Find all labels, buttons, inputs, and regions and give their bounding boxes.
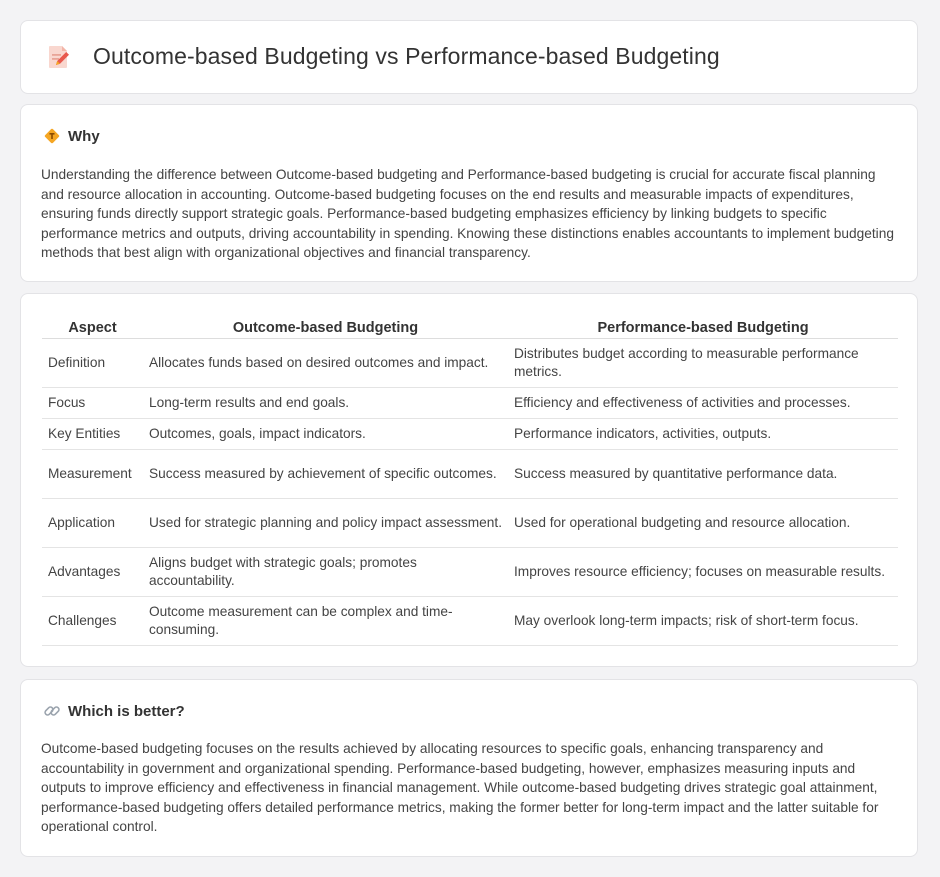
- header-performance: Performance-based Budgeting: [508, 315, 898, 339]
- title-row: [47, 43, 720, 70]
- row-performance: Success measured by quantitative performance data.: [508, 450, 898, 499]
- table-row: [42, 419, 898, 450]
- link-icon: [43, 702, 61, 720]
- table-row: [42, 548, 898, 597]
- table-row: [42, 388, 898, 419]
- row-performance: May overlook long-term impacts; risk of short-term focus.: [508, 597, 898, 646]
- diamond-sign-icon: [43, 127, 61, 145]
- row-outcome: Long-term results and end goals.: [143, 388, 508, 419]
- row-outcome: Allocates funds based on desired outcomes and impact.: [143, 339, 508, 388]
- row-outcome: Outcomes, goals, impact indicators.: [143, 419, 508, 450]
- row-aspect: Key Entities: [42, 419, 143, 450]
- document-edit-icon: [47, 44, 71, 70]
- better-heading: [43, 702, 185, 720]
- why-heading: [43, 127, 100, 145]
- table-header-row: [42, 315, 898, 339]
- row-aspect: Definition: [42, 339, 143, 388]
- why-text: Understanding the difference between Outcome-based budgeting and Performance-based budgeting is crucial for accurate fiscal planning and resource allocation in accounting. Outcome-based budgeting focuses on the end results and measurable impacts of expenditures, ensuring funds directly support strategic goals. Performance-based budgeting emphasizes efficiency by linking budgets to specific performance metrics and outputs, driving accountability in spending. Knowing these distinctions enables accountants to implement budgeting methods that best align with organizational objectives and financial transparency.: [41, 167, 894, 261]
- row-aspect: Advantages: [42, 548, 143, 597]
- row-outcome: Used for strategic planning and policy impact assessment.: [143, 499, 508, 548]
- page-title: Outcome-based Budgeting vs Performance-based Budgeting: [93, 43, 720, 69]
- table-row: [42, 450, 898, 499]
- row-performance: Efficiency and effectiveness of activities and processes.: [508, 388, 898, 419]
- header-card: [20, 20, 918, 94]
- why-card: [20, 104, 918, 282]
- why-title: Why: [68, 127, 100, 145]
- row-performance: Distributes budget according to measurable performance metrics.: [508, 339, 898, 388]
- comparison-table: [42, 315, 898, 646]
- better-text: Outcome-based budgeting focuses on the results achieved by allocating resources to specific goals, enhancing transparency and accountability in government and organizational spending. Performance-based budgeting, however, emphasizes measuring inputs and outputs to improve efficiency and effectiveness in financial management. While outcome-based budgeting drives strategic goal attainment, performance-based budgeting offers detailed performance metrics, making the former better for long-term impact and the latter suitable for operational control.: [41, 741, 879, 835]
- table-row: [42, 339, 898, 388]
- row-performance: Improves resource efficiency; focuses on measurable results.: [508, 548, 898, 597]
- better-title: Which is better?: [68, 702, 185, 720]
- row-performance: Used for operational budgeting and resource allocation.: [508, 499, 898, 548]
- comparison-card: [20, 293, 918, 667]
- row-aspect: Measurement: [42, 450, 143, 499]
- table-row: [42, 499, 898, 548]
- better-card: [20, 679, 918, 857]
- header-aspect: Aspect: [42, 315, 143, 339]
- row-performance: Performance indicators, activities, outputs.: [508, 419, 898, 450]
- table-row: [42, 597, 898, 646]
- row-outcome: Success measured by achievement of specific outcomes.: [143, 450, 508, 499]
- row-outcome: Aligns budget with strategic goals; promotes accountability.: [143, 548, 508, 597]
- row-aspect: Challenges: [42, 597, 143, 646]
- row-outcome: Outcome measurement can be complex and time-consuming.: [143, 597, 508, 646]
- row-aspect: Focus: [42, 388, 143, 419]
- header-outcome: Outcome-based Budgeting: [143, 315, 508, 339]
- row-aspect: Application: [42, 499, 143, 548]
